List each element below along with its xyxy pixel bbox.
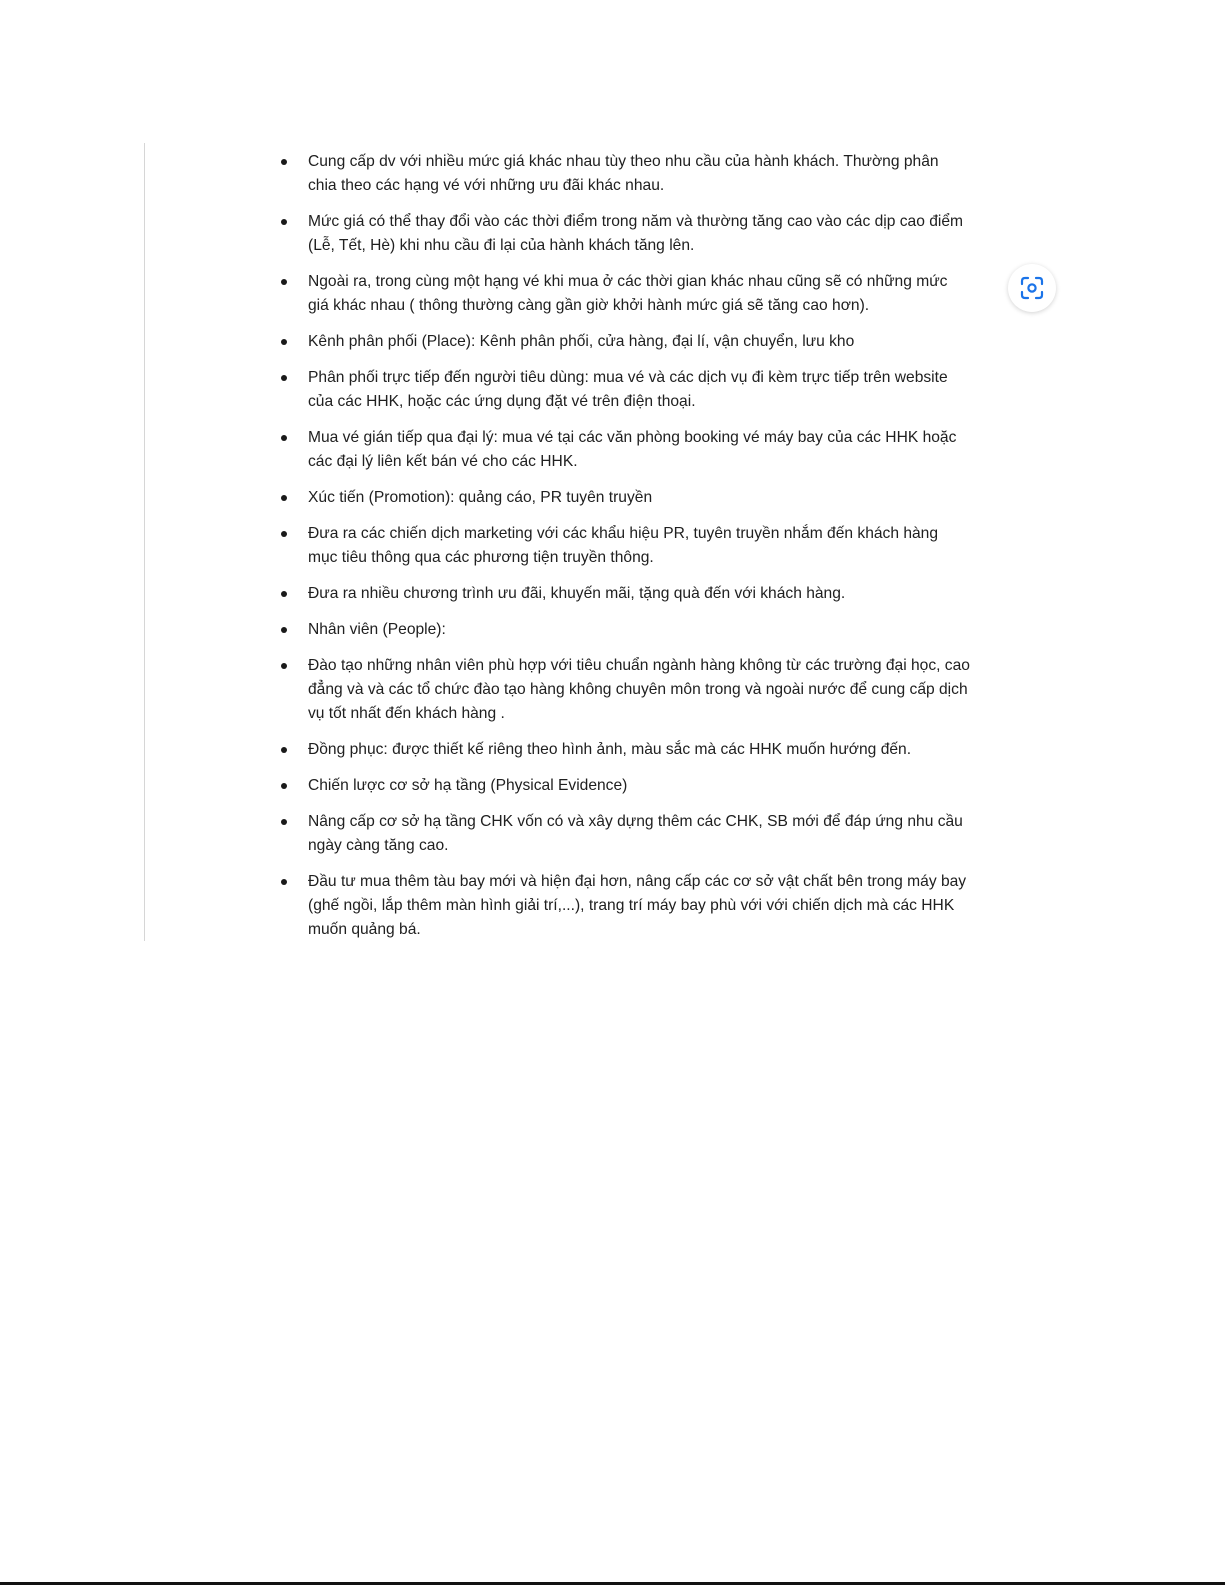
list-item	[281, 150, 971, 198]
list-item	[281, 654, 971, 726]
list-item-text: Đưa ra các chiến dịch marketing với các khẩu hiệu PR, tuyên truyền nhắm đến khách hàng mục tiêu thông qua các phương tiện truyền thông.	[308, 525, 939, 566]
bullet-dot-icon	[281, 159, 287, 165]
list-item	[281, 774, 971, 798]
list-item	[281, 486, 971, 510]
list-item	[281, 738, 971, 762]
bullet-dot-icon	[281, 663, 287, 669]
bullet-dot-icon	[281, 219, 287, 225]
list-item-text: Đưa ra nhiều chương trình ưu đãi, khuyến mãi, tặng quà đến với khách hàng.	[308, 585, 846, 602]
list-item	[281, 210, 971, 258]
list-item	[281, 522, 971, 570]
list-item	[281, 330, 971, 354]
list-item-text: Ngoài ra, trong cùng một hạng vé khi mua ở các thời gian khác nhau cũng sẽ có những mức giá khác nhau ( thông thường càng gần giờ khởi hành mức giá sẽ tăng cao hơn).	[308, 273, 948, 314]
image-search-button[interactable]	[1008, 264, 1056, 312]
list-item-text: Nâng cấp cơ sở hạ tầng CHK vốn có và xây dựng thêm các CHK, SB mới để đáp ứng nhu cầu ngày càng tăng cao.	[308, 813, 963, 854]
list-item	[281, 618, 971, 642]
list-item	[281, 870, 971, 942]
list-item	[281, 270, 971, 318]
bullet-dot-icon	[281, 819, 287, 825]
bullet-dot-icon	[281, 495, 287, 501]
bullet-dot-icon	[281, 531, 287, 537]
list-item	[281, 582, 971, 606]
bullet-dot-icon	[281, 747, 287, 753]
bullet-dot-icon	[281, 879, 287, 885]
image-search-icon	[1019, 275, 1045, 301]
left-margin-line	[144, 143, 145, 941]
list-item-text: Xúc tiến (Promotion): quảng cáo, PR tuyên truyền	[308, 489, 653, 506]
list-item-text: Phân phối trực tiếp đến người tiêu dùng: mua vé và các dịch vụ đi kèm trực tiếp trên website của các HHK, hoặc các ứng dụng đặt vé trên điện thoại.	[308, 369, 948, 410]
bullet-list	[281, 150, 971, 954]
list-item-text: Mua vé gián tiếp qua đại lý: mua vé tại các văn phòng booking vé máy bay của các HHK hoặc các đại lý liên kết bán vé cho các HHK.	[308, 429, 957, 470]
list-item-text: Mức giá có thể thay đổi vào các thời điểm trong năm và thường tăng cao vào các dịp cao điểm (Lễ, Tết, Hè) khi nhu cầu đi lại của hành khách tăng lên.	[308, 213, 964, 254]
list-item-text: Đầu tư mua thêm tàu bay mới và hiện đại hơn, nâng cấp các cơ sở vật chất bên trong máy bay (ghế ngồi, lắp thêm màn hình giải trí,...), trang trí máy bay phù với với chiến dịch mà các HHK muốn quảng bá.	[308, 873, 967, 938]
bullet-dot-icon	[281, 627, 287, 633]
list-item-text: Chiến lược cơ sở hạ tầng (Physical Evidence)	[308, 777, 628, 794]
bullet-dot-icon	[281, 375, 287, 381]
list-item	[281, 366, 971, 414]
bullet-dot-icon	[281, 591, 287, 597]
list-item	[281, 426, 971, 474]
list-item	[281, 810, 971, 858]
list-item-text: Đào tạo những nhân viên phù hợp với tiêu chuẩn ngành hàng không từ các trường đại học, cao đẳng và và các tổ chức đào tạo hàng không chuyên môn trong và ngoài nước để cung cấp dịch vụ tốt nhất đến khách hàng .	[308, 657, 970, 722]
bullet-dot-icon	[281, 279, 287, 285]
bullet-dot-icon	[281, 339, 287, 345]
list-item-text: Cung cấp dv với nhiều mức giá khác nhau tùy theo nhu cầu của hành khách. Thường phân chia theo các hạng vé với những ưu đãi khác nhau.	[308, 153, 939, 194]
bullet-dot-icon	[281, 435, 287, 441]
bullet-dot-icon	[281, 783, 287, 789]
list-item-text: Đồng phục: được thiết kế riêng theo hình ảnh, màu sắc mà các HHK muốn hướng đến.	[308, 741, 912, 758]
list-item-text: Nhân viên (People):	[308, 621, 446, 638]
list-item-text: Kênh phân phối (Place): Kênh phân phối, cửa hàng, đại lí, vận chuyển, lưu kho	[308, 333, 855, 350]
